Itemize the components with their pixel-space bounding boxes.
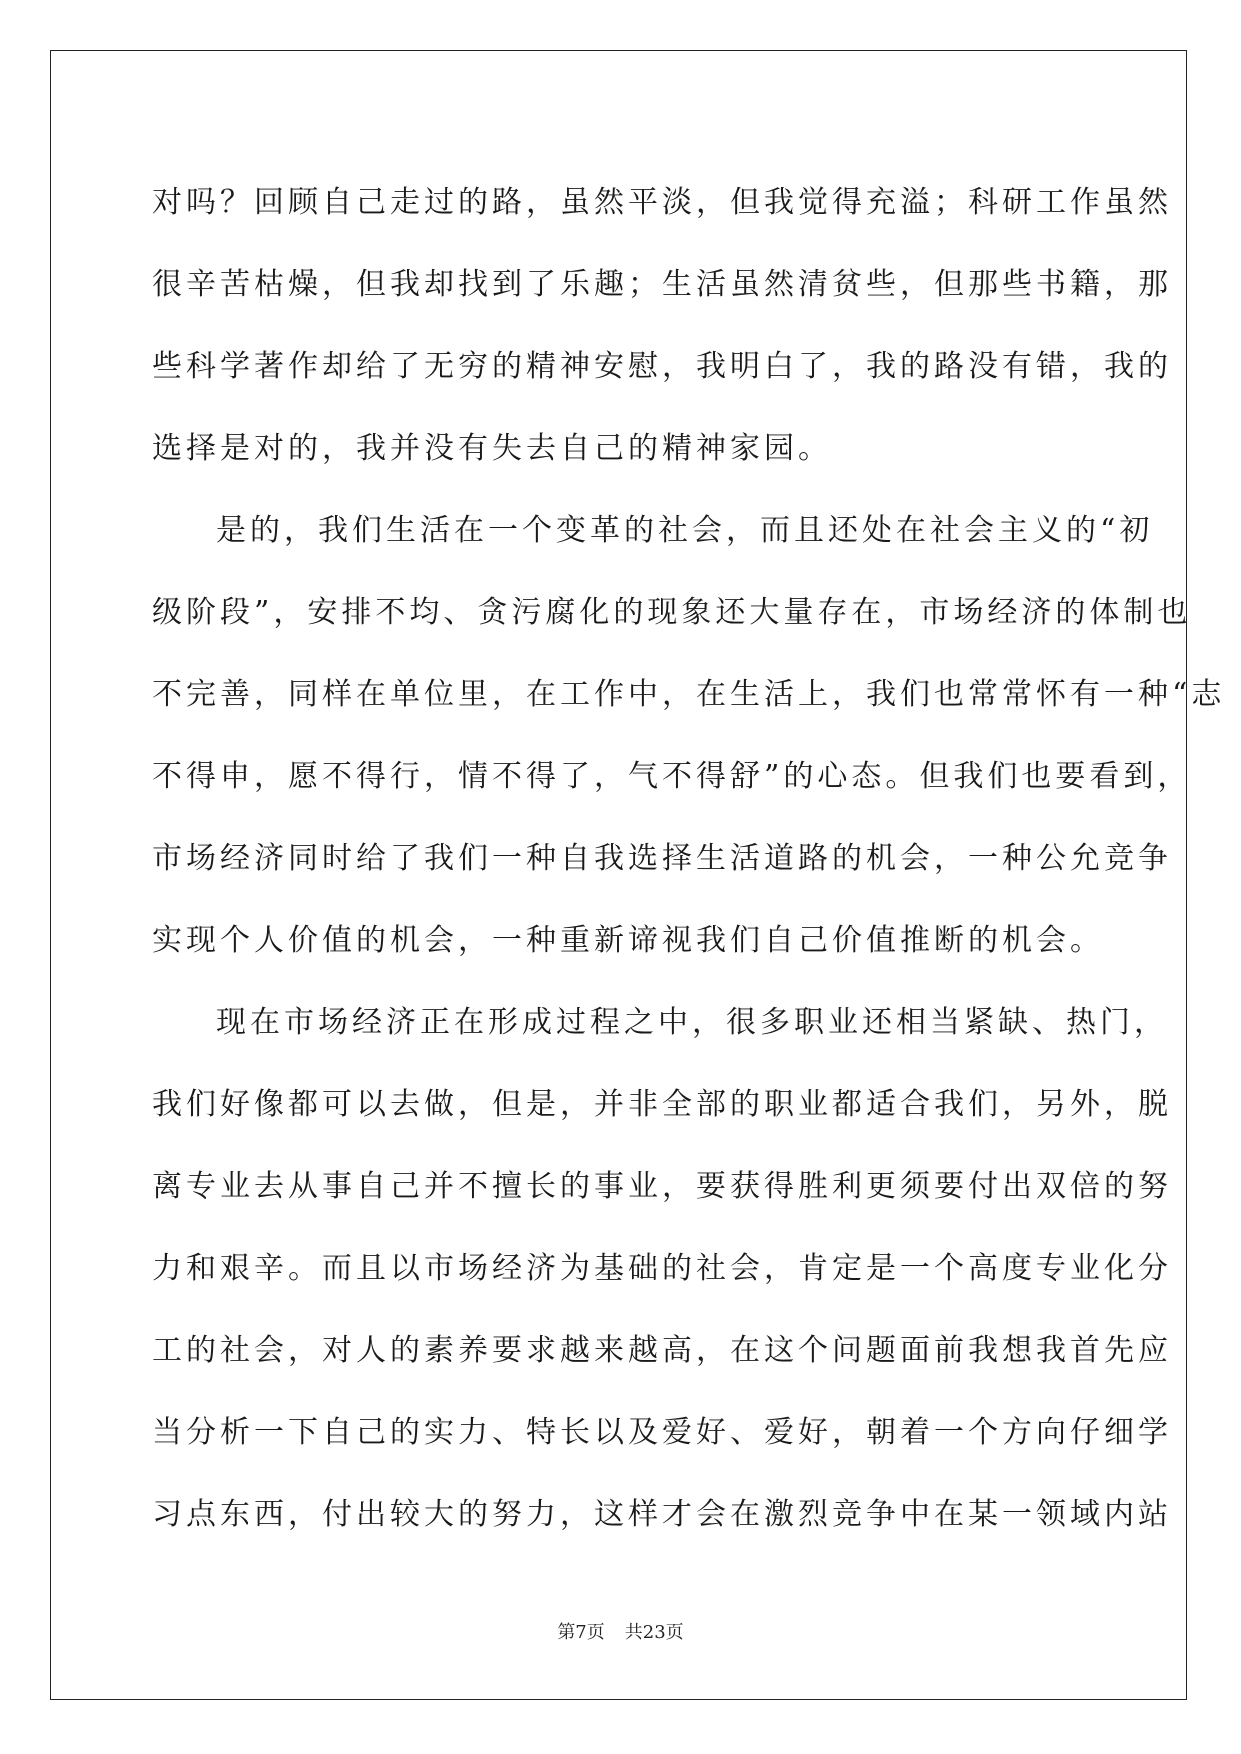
text-line: 市场经济同时给了我们一种自我选择生活道路的机会，一种公允竞争 bbox=[152, 841, 1172, 876]
text-line: 些科学著作却给了无穷的精神安慰，我明白了，我的路没有错，我的 bbox=[152, 349, 1172, 384]
paragraph-start-line: 是的，我们生活在一个变革的社会，而且还处在社会主义的“初 bbox=[216, 513, 1154, 548]
text-line: 对吗？回顾自己走过的路，虽然平淡，但我觉得充溢；科研工作虽然 bbox=[152, 185, 1172, 220]
text-line: 级阶段”，安排不均、贪污腐化的现象还大量存在，市场经济的体制也 bbox=[152, 595, 1192, 630]
text-line: 实现个人价值的机会，一种重新谛视我们自己价值推断的机会。 bbox=[152, 923, 1104, 958]
text-line: 习点东西，付出较大的努力，这样才会在激烈竞争中在某一领域内站 bbox=[152, 1497, 1172, 1532]
page-number-total: 共23页 bbox=[624, 1622, 684, 1643]
page-footer bbox=[0, 1618, 1241, 1644]
paragraph-start-line: 现在市场经济正在形成过程之中，很多职业还相当紧缺、热门， bbox=[216, 1005, 1168, 1040]
text-line: 离专业去从事自己并不擅长的事业，要获得胜利更须要付出双倍的努 bbox=[152, 1169, 1172, 1204]
text-line: 当分析一下自己的实力、特长以及爱好、爱好，朝着一个方向仔细学 bbox=[152, 1415, 1172, 1450]
text-line: 很辛苦枯燥，但我却找到了乐趣；生活虽然清贫些，但那些书籍，那 bbox=[152, 267, 1172, 302]
text-line: 我们好像都可以去做，但是，并非全部的职业都适合我们，另外，脱 bbox=[152, 1087, 1172, 1122]
text-line: 力和艰辛。而且以市场经济为基础的社会，肯定是一个高度专业化分 bbox=[152, 1251, 1172, 1286]
text-line: 不完善，同样在单位里，在工作中，在生活上，我们也常常怀有一种“志 bbox=[152, 677, 1226, 712]
page-number-current: 第7页 bbox=[557, 1622, 605, 1643]
text-line: 不得申，愿不得行，情不得了，气不得舒”的心态。但我们也要看到， bbox=[152, 759, 1192, 794]
text-line: 工的社会，对人的素养要求越来越高，在这个问题面前我想我首先应 bbox=[152, 1333, 1172, 1368]
document-body bbox=[152, 162, 1226, 1556]
text-line: 选择是对的，我并没有失去自己的精神家园。 bbox=[152, 431, 832, 466]
